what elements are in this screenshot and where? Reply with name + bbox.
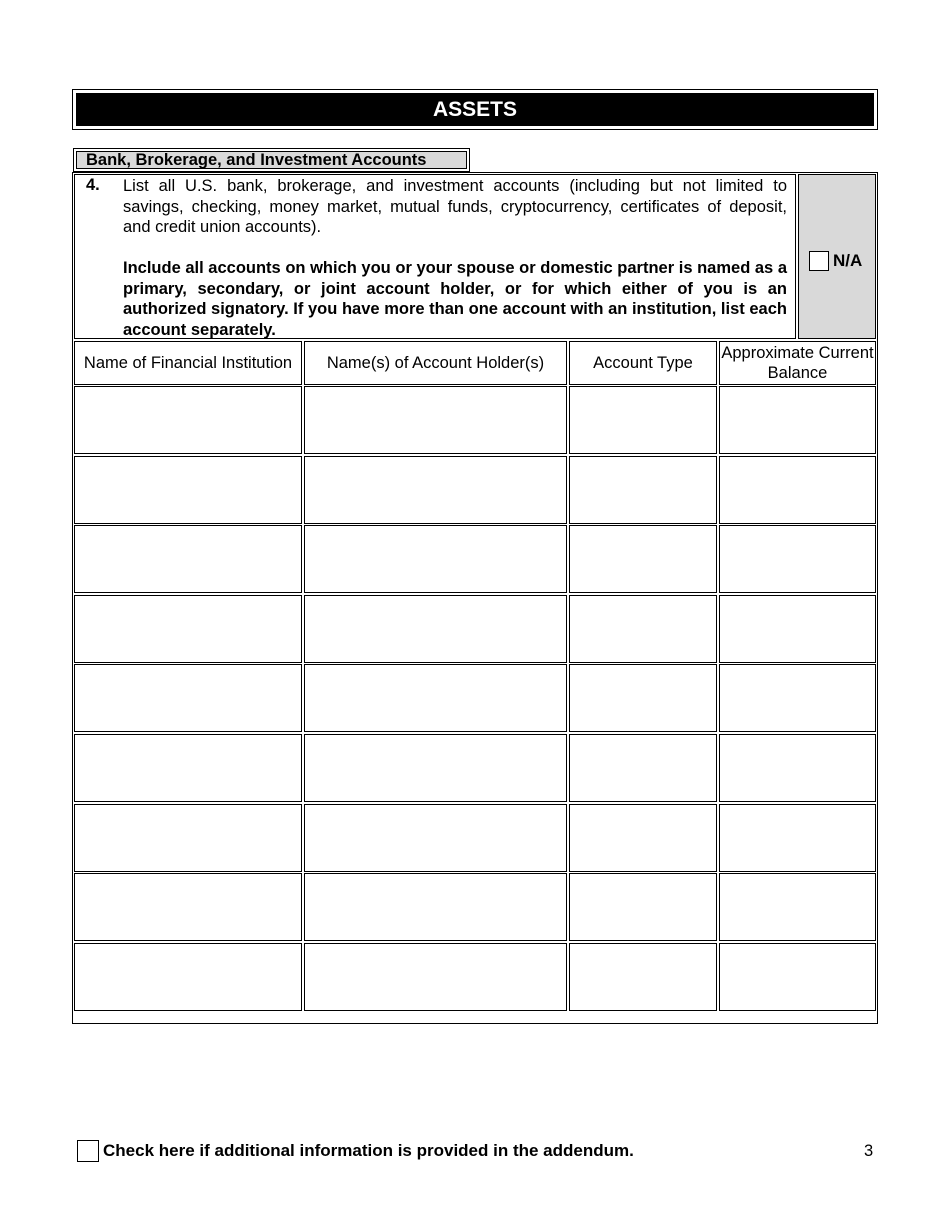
table-cell-financial-institution[interactable] [74, 595, 302, 663]
table-cell-account-holders[interactable] [304, 664, 567, 732]
section-label-text: Bank, Brokerage, and Investment Accounts [76, 151, 467, 169]
table-cell-account-holders[interactable] [304, 595, 567, 663]
addendum-text: Check here if additional information is provided in the addendum. [103, 1141, 634, 1160]
table-cell-current-balance[interactable] [719, 734, 876, 802]
table-cell-account-holders[interactable] [304, 734, 567, 802]
table-cell-account-type[interactable] [569, 804, 717, 872]
table-cell-account-holders[interactable] [304, 386, 567, 454]
table-cell-current-balance[interactable] [719, 804, 876, 872]
table-cell-financial-institution[interactable] [74, 804, 302, 872]
table-cell-account-type[interactable] [569, 943, 717, 1011]
table-cell-account-type[interactable] [569, 386, 717, 454]
na-checkbox[interactable] [809, 251, 829, 271]
table-cell-account-type[interactable] [569, 734, 717, 802]
table-cell-current-balance[interactable] [719, 456, 876, 524]
table-cell-account-type[interactable] [569, 664, 717, 732]
table-cell-current-balance[interactable] [719, 943, 876, 1011]
table-cell-current-balance[interactable] [719, 595, 876, 663]
table-cell-financial-institution[interactable] [74, 456, 302, 524]
table-cell-account-type[interactable] [569, 873, 717, 941]
table-cell-account-type[interactable] [569, 456, 717, 524]
table-cell-account-type[interactable] [569, 525, 717, 593]
column-header-current-balance: Approximate Current Balance [719, 341, 876, 385]
table-cell-financial-institution[interactable] [74, 525, 302, 593]
table-cell-financial-institution[interactable] [74, 386, 302, 454]
page-number: 3 [864, 1142, 874, 1160]
assets-header [72, 89, 878, 130]
table-cell-financial-institution[interactable] [74, 734, 302, 802]
column-header-account-type: Account Type [569, 341, 717, 385]
table-cell-current-balance[interactable] [719, 873, 876, 941]
table-cell-account-holders[interactable] [304, 943, 567, 1011]
table-cell-account-holders[interactable] [304, 804, 567, 872]
table-cell-current-balance[interactable] [719, 386, 876, 454]
question-block [74, 174, 796, 339]
table-cell-financial-institution[interactable] [74, 873, 302, 941]
column-header-financial-institution: Name of Financial Institution [74, 341, 302, 385]
table-cell-current-balance[interactable] [719, 525, 876, 593]
question-instructions: Include all accounts on which you or your spouse or domestic partner is named as a primary, secondary, or joint account holder, or for which either of you is an authorized signatory. If you have more than one account with an institution, list each account separately. [123, 259, 787, 339]
column-header-account-holders: Name(s) of Account Holder(s) [304, 341, 567, 385]
question-number: 4. [86, 176, 100, 194]
page-title: ASSETS [76, 93, 874, 126]
table-cell-financial-institution[interactable] [74, 664, 302, 732]
table-cell-account-holders[interactable] [304, 525, 567, 593]
na-label: N/A [833, 251, 863, 270]
na-cell [798, 174, 876, 339]
table-cell-current-balance[interactable] [719, 664, 876, 732]
table-cell-account-holders[interactable] [304, 873, 567, 941]
section-label [73, 148, 470, 172]
question-text: List all U.S. bank, brokerage, and investment accounts (including but not limited to savings, checking, money market, mutual funds, cryptocurrency, certificates of deposit, and credit union accounts). [123, 177, 787, 236]
addendum-checkbox[interactable] [77, 1140, 99, 1162]
table-cell-account-type[interactable] [569, 595, 717, 663]
table-cell-financial-institution[interactable] [74, 943, 302, 1011]
table-cell-account-holders[interactable] [304, 456, 567, 524]
